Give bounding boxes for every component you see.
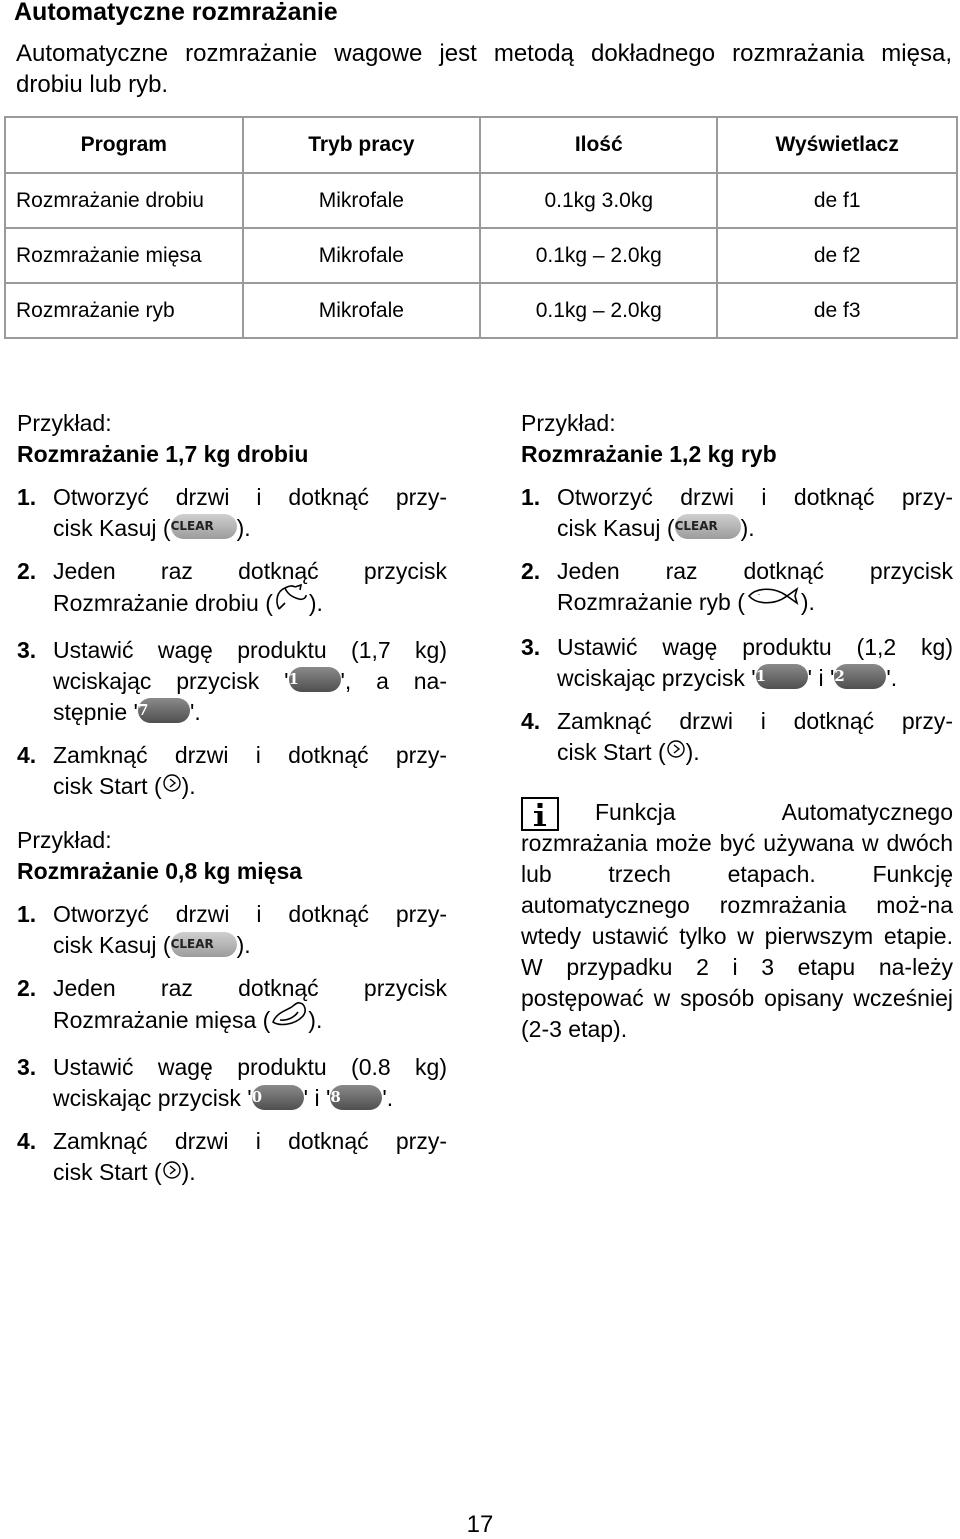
step-number: 4. [17, 742, 37, 768]
key-1-icon: 1 [289, 667, 341, 692]
key-8-icon: 8 [330, 1085, 382, 1110]
step-text: cisk Start ( [53, 1159, 162, 1186]
step-text: Otworzyć drzwi i dotknąć przy- [53, 901, 447, 928]
step-text: ). [800, 589, 815, 615]
clear-button-icon: CLEAR [171, 932, 237, 957]
step-text: Rozmrażanie ryb ( [557, 589, 745, 615]
step-text: cisk Kasuj ( [53, 515, 171, 541]
step-text: wciskając przycisk ' [53, 668, 289, 694]
step-text: ). [236, 515, 251, 541]
example-subtitle: Rozmrażanie 0,8 kg mięsa [17, 858, 303, 885]
step-1 [17, 899, 447, 961]
table-cell: Mikrofale [243, 228, 480, 283]
step-text: wciskając przycisk ' [557, 664, 756, 691]
step-2 [17, 973, 447, 1040]
example-meat [17, 825, 447, 1189]
step-1 [17, 482, 447, 544]
step-text: ). [236, 932, 251, 959]
step-text: cisk Kasuj ( [53, 932, 171, 959]
start-icon [162, 770, 182, 801]
step-text: stępnie ' [53, 699, 138, 725]
table-cell: Mikrofale [243, 173, 480, 228]
step-text: ). [740, 515, 755, 541]
step-text: Jeden raz dotknąć przycisk [53, 558, 447, 584]
right-column [521, 408, 953, 1045]
start-icon [666, 736, 686, 767]
table-cell: Rozmrażanie mięsa [5, 228, 243, 283]
program-table [4, 116, 958, 339]
step-text: ). [308, 1007, 323, 1034]
info-note [521, 797, 953, 1045]
example-label: Przykład: [521, 410, 616, 436]
table-header-cell: Ilość [480, 117, 717, 173]
step-number: 4. [17, 1128, 37, 1155]
page-number: 17 [466, 1511, 494, 1538]
example-label: Przykład: [17, 410, 112, 436]
step-3 [521, 632, 953, 694]
step-text: Otworzyć drzwi i dotknąć przy- [557, 484, 953, 510]
step-text: Ustawić wagę produktu (1,2 kg) [557, 633, 953, 660]
left-column [17, 408, 447, 1202]
table-cell: Mikrofale [243, 283, 480, 338]
example-poultry [17, 408, 447, 803]
table-header-cell: Program [5, 117, 243, 173]
step-text: wciskając przycisk ' [53, 1085, 252, 1112]
step-4 [17, 740, 447, 803]
table-row [5, 283, 957, 338]
table-header-cell: Tryb pracy [243, 117, 480, 173]
step-2 [521, 556, 953, 620]
key-2-icon: 2 [834, 664, 886, 689]
step-text: '. [886, 664, 898, 691]
step-text: Otworzyć drzwi i dotknąć przy- [53, 484, 447, 510]
step-text: ). [308, 590, 323, 617]
info-text: rozmrażania może być używana w dwóch lub trzech etapach. Funkcję automatycznego rozmrażania moż-na wtedy ustawić tylko w pierwszym etapie. W przypadku 2 i 3 etapu na-leży postępować w sposób opisany wcześniej (2-3 etap). [521, 830, 953, 1043]
step-1 [521, 482, 953, 544]
step-text: Rozmrażanie mięsa ( [53, 1007, 271, 1034]
step-3 [17, 635, 447, 728]
step-text: Jeden raz dotknąć przycisk [53, 975, 447, 1002]
step-number: 1. [17, 484, 37, 510]
step-text: ', a na- [340, 668, 447, 694]
example-fish [521, 408, 953, 769]
step-text: ). [181, 773, 196, 799]
table-cell: 0.1kg – 2.0kg [480, 283, 717, 338]
step-text: ' i ' [303, 1085, 331, 1112]
step-4 [17, 1126, 447, 1189]
key-1-icon: 1 [756, 664, 808, 689]
key-0-icon: 0 [252, 1085, 304, 1110]
step-text: ). [685, 738, 700, 765]
step-3 [17, 1052, 447, 1114]
intro-paragraph: Automatyczne rozmrażanie wagowe jest metodą dokładnego rozmrażania mięsa, drobiu lub ryb. [16, 40, 952, 98]
step-text: cisk Start ( [557, 738, 666, 765]
fish-icon [745, 584, 801, 616]
step-number: 2. [17, 975, 37, 1002]
step-text: Rozmrażanie drobiu ( [53, 590, 273, 617]
step-text: '. [189, 699, 201, 725]
info-text: Funkcja Automatycznego [595, 799, 953, 826]
step-number: 3. [521, 633, 541, 660]
step-text: Zamknąć drzwi i dotknąć przy- [53, 742, 447, 768]
table-cell: 0.1kg – 2.0kg [480, 228, 717, 283]
step-text: Jeden raz dotknąć przycisk [557, 558, 953, 584]
clear-button-icon: CLEAR [675, 514, 741, 539]
example-label: Przykład: [17, 827, 112, 854]
poultry-icon [273, 583, 309, 619]
step-text: cisk Kasuj ( [557, 515, 675, 541]
table-cell: de f2 [717, 228, 957, 283]
table-cell: de f1 [717, 173, 957, 228]
step-2 [17, 556, 447, 623]
clear-button-icon: CLEAR [171, 514, 237, 539]
table-cell: Rozmrażanie drobiu [5, 173, 243, 228]
start-icon [162, 1157, 182, 1188]
step-4 [521, 706, 953, 769]
table-row [5, 228, 957, 283]
example-subtitle: Rozmrażanie 1,7 kg drobiu [17, 441, 309, 467]
table-header-row [5, 117, 957, 173]
step-number: 3. [17, 637, 37, 663]
step-text: Zamknąć drzwi i dotknąć przy- [53, 1128, 447, 1155]
step-number: 2. [17, 558, 37, 584]
step-number: 2. [521, 558, 541, 584]
table-cell: de f3 [717, 283, 957, 338]
example-subtitle: Rozmrażanie 1,2 kg ryb [521, 441, 777, 467]
page-title: Automatyczne rozmrażanie [14, 0, 338, 26]
table-row [5, 173, 957, 228]
info-icon [521, 797, 559, 831]
step-number: 1. [17, 901, 37, 928]
table-cell: 0.1kg 3.0kg [480, 173, 717, 228]
key-7-icon: 7 [138, 698, 190, 723]
step-text: Zamknąć drzwi i dotknąć przy- [557, 707, 953, 734]
table-header-cell: Wyświetlacz [717, 117, 957, 173]
step-number: 4. [521, 707, 541, 734]
step-text: cisk Start ( [53, 773, 162, 799]
meat-icon [270, 1000, 308, 1036]
table-cell: Rozmrażanie ryb [5, 283, 243, 338]
step-text: Ustawić wagę produktu (1,7 kg) [53, 637, 447, 663]
step-text: ). [181, 1159, 196, 1186]
step-number: 3. [17, 1054, 37, 1081]
step-number: 1. [521, 484, 541, 510]
step-text: ' i ' [807, 664, 835, 691]
step-text: '. [382, 1085, 394, 1112]
step-text: Ustawić wagę produktu (0.8 kg) [53, 1054, 447, 1081]
